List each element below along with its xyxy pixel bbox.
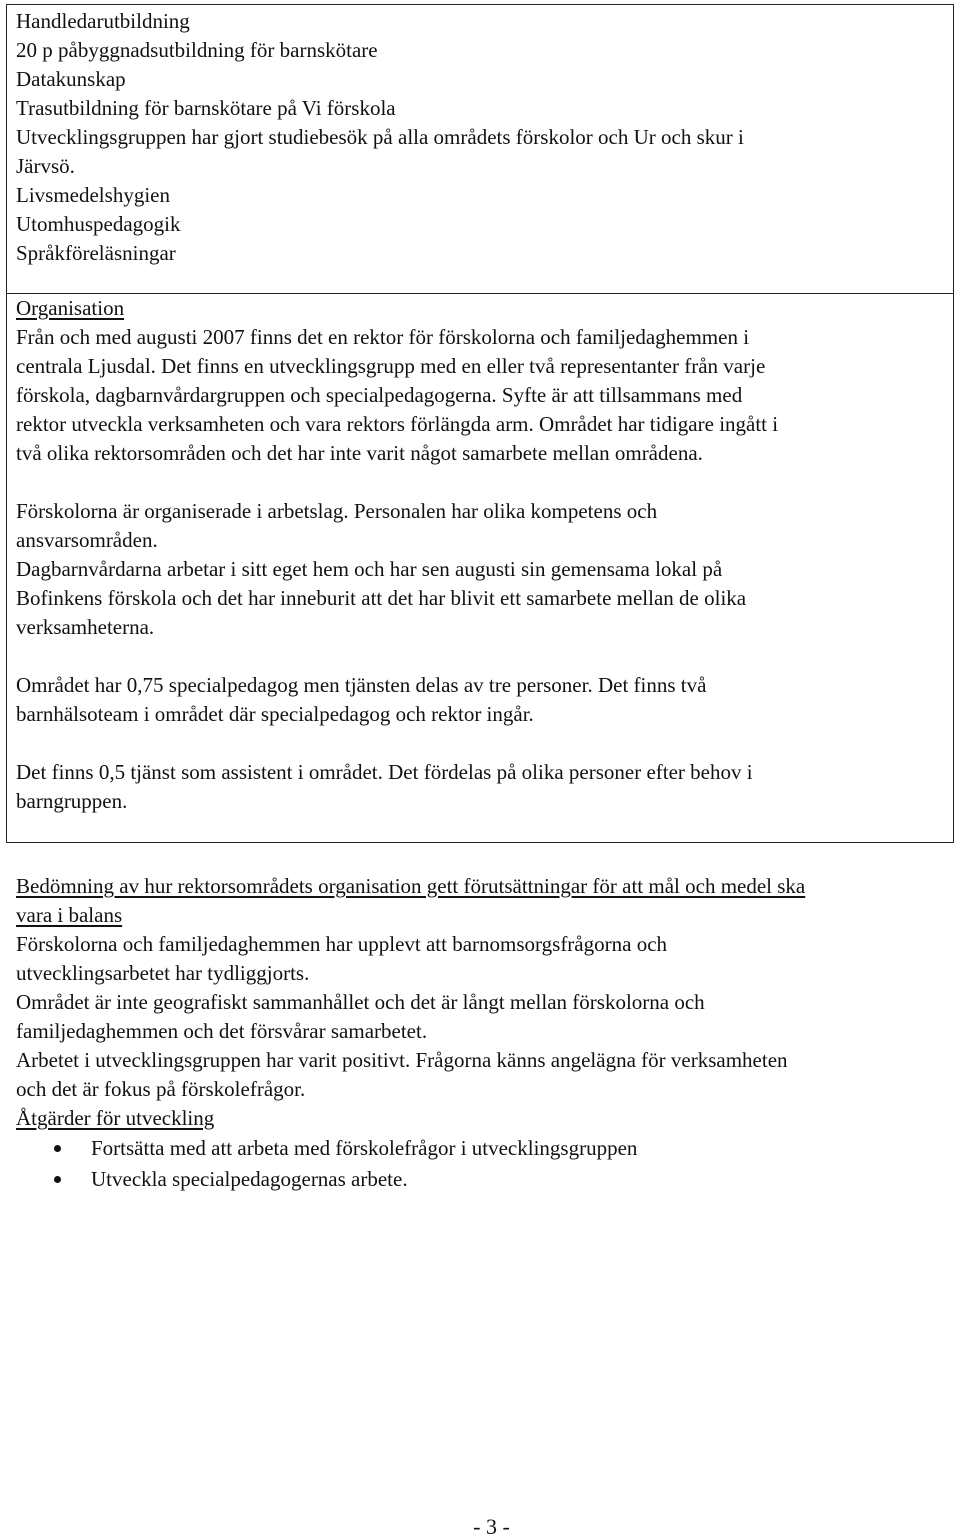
organisation-paragraph-3 bbox=[16, 671, 953, 729]
bullet-icon bbox=[54, 1176, 61, 1183]
organisation-paragraph-1 bbox=[16, 323, 953, 468]
training-item: Datakunskap bbox=[16, 67, 126, 91]
list-item-text: Utveckla specialpedagogernas arbete. bbox=[91, 1167, 408, 1191]
text-line: Det finns 0,5 tjänst som assistent i området. Det fördelas på olika personer efter behov i bbox=[16, 760, 753, 784]
text-line: Bofinkens förskola och det har inneburit att det har blivit ett samarbete mellan de olika bbox=[16, 586, 747, 610]
text-line: verksamheterna. bbox=[16, 615, 155, 639]
training-item: Trasutbildning för barnskötare på Vi förskola bbox=[16, 96, 396, 120]
text-line: ansvarsområden. bbox=[16, 528, 158, 552]
text-line: Förskolorna är organiserade i arbetslag. Personalen har olika kompetens och bbox=[16, 499, 658, 523]
bullet-icon bbox=[54, 1145, 61, 1152]
assessment-section bbox=[16, 872, 960, 1195]
text-line: centrala Ljusdal. Det finns en utvecklingsgrupp med en eller två representanter från varje bbox=[16, 354, 766, 378]
organisation-paragraph-4 bbox=[16, 758, 953, 816]
text-line: Arbetet i utvecklingsgruppen har varit positivt. Frågorna känns angelägna för verksamheten bbox=[16, 1048, 788, 1072]
list-item-text: Fortsätta med att arbeta med förskolefrågor i utvecklingsgruppen bbox=[91, 1136, 638, 1160]
organisation-box bbox=[6, 293, 954, 843]
actions-heading: Åtgärder för utveckling bbox=[16, 1106, 215, 1130]
text-line: utvecklingsarbetet har tydliggjorts. bbox=[16, 961, 310, 985]
assessment-heading: vara i balans bbox=[16, 903, 123, 927]
text-line: rektor utveckla verksamheten och vara rektors förlängda arm. Området har tidigare ingått i bbox=[16, 412, 779, 436]
training-item: Järvsö. bbox=[16, 154, 75, 178]
text-line: Området är inte geografiskt sammanhållet och det är långt mellan förskolorna och bbox=[16, 990, 705, 1014]
list-item bbox=[16, 1164, 960, 1195]
actions-list bbox=[16, 1133, 960, 1195]
text-line: och det är fokus på förskolefrågor. bbox=[16, 1077, 306, 1101]
training-list-box bbox=[6, 4, 954, 294]
training-item: Utvecklingsgruppen har gjort studiebesök på alla områdets förskolor och Ur och skur i bbox=[16, 125, 744, 149]
text-line: familjedaghemmen och det försvårar samarbetet. bbox=[16, 1019, 428, 1043]
text-line: två olika rektorsområden och det har inte varit något samarbete mellan områdena. bbox=[16, 441, 703, 465]
organisation-heading: Organisation bbox=[16, 296, 125, 320]
text-line: barnhälsoteam i området där specialpedagog och rektor ingår. bbox=[16, 702, 534, 726]
training-item: Utomhuspedagogik bbox=[16, 212, 181, 236]
text-line: Dagbarnvårdarna arbetar i sitt eget hem och har sen augusti sin gemensama lokal på bbox=[16, 557, 723, 581]
list-item bbox=[16, 1133, 960, 1164]
assessment-heading: Bedömning av hur rektorsområdets organisation gett förutsättningar för att mål och medel ska bbox=[16, 874, 806, 898]
page-number: - 3 - bbox=[473, 1514, 510, 1539]
text-line: Från och med augusti 2007 finns det en rektor för förskolorna och familjedaghemmen i bbox=[16, 325, 750, 349]
training-item: Handledarutbildning bbox=[16, 9, 190, 33]
text-line: förskola, dagbarnvårdargruppen och specialpedagogerna. Syfte är att tillsammans med bbox=[16, 383, 743, 407]
text-line: barngruppen. bbox=[16, 789, 128, 813]
text-line: Förskolorna och familjedaghemmen har upplevt att barnomsorgsfrågorna och bbox=[16, 932, 668, 956]
training-item: 20 p påbyggnadsutbildning för barnskötare bbox=[16, 38, 378, 62]
organisation-paragraph-2 bbox=[16, 497, 953, 642]
training-item: Livsmedelshygien bbox=[16, 183, 170, 207]
training-item: Språkföreläsningar bbox=[16, 241, 176, 265]
text-line: Området har 0,75 specialpedagog men tjänsten delas av tre personer. Det finns två bbox=[16, 673, 707, 697]
